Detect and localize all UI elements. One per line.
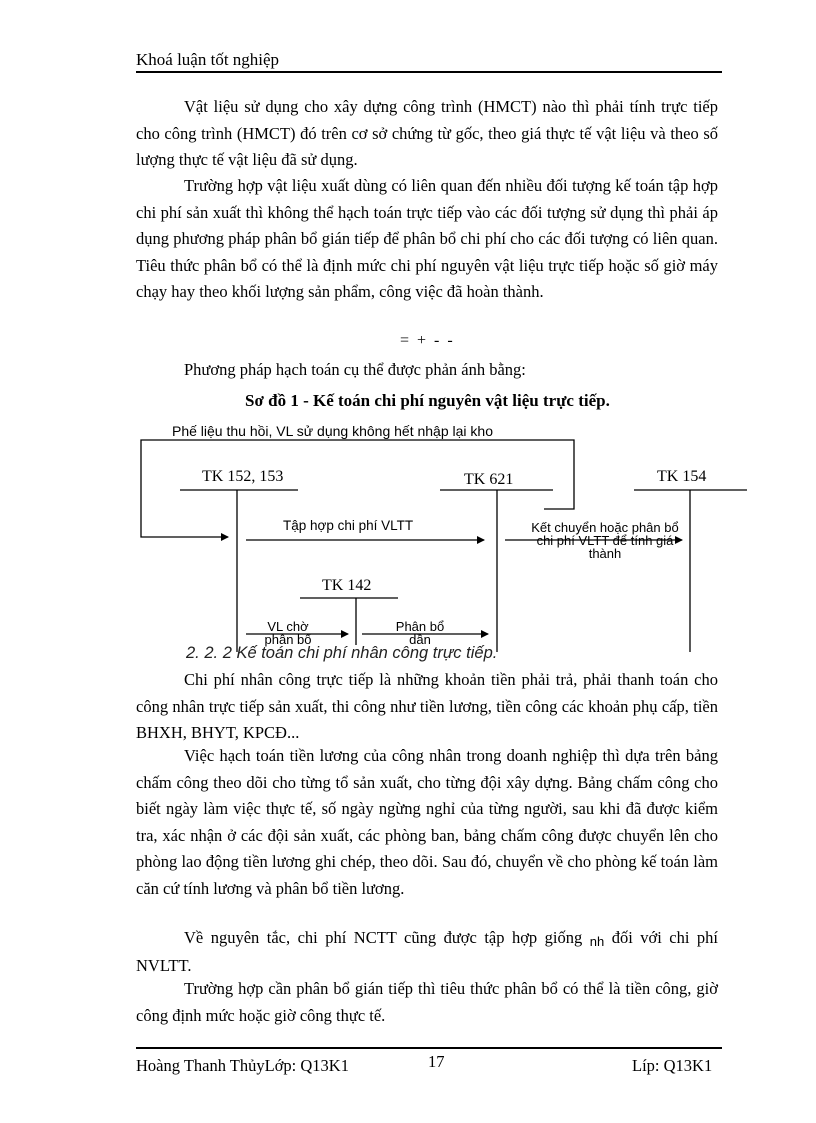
- vl-pending-line1: VL chờ: [267, 619, 309, 634]
- paragraph-6: Trường hợp cần phân bổ gián tiếp thì tiêu thức phân bổ có thể là tiền công, giờ công định mức hoặc giờ công thực tế.: [136, 979, 718, 1025]
- paragraph-4: Việc hạch toán tiền lương của công nhân trong doanh nghiệp thì dựa trên bảng chấm công theo dõi cho từng tổ sản xuất, cho từng đội xây dựng. Bảng chấm công cho biết ngày làm việc thực tế, số ngày ngừng nghỉ của từng người, sau khi đã được kiểm tra, xác nhận ở các đội sản xuất, các phòng ban, bảng chấm công được chuyển lên cho phòng lao động tiền lương ghi chép, theo dõi. Sau đó, chuyển về cho phòng kế toán làm căn cứ tính lương và phân bổ tiền lương.: [136, 746, 718, 898]
- transfer-label-line2: chi phí VLTT để tính giá: [536, 533, 674, 548]
- tk-154-label: TK 154: [657, 468, 707, 485]
- vl-pending-label: [248, 620, 328, 646]
- paragraph-2: Trường hợp vật liệu xuất dùng có liên quan đến nhiều đối tượng kế toán tập hợp chi phí sản xuất thì không thể hạch toán trực tiếp vào các đối tượng sử dụng thì phải áp dụng phương pháp phân bổ gián tiếp để phân bổ chi phí cho các đối tượng có liên quan. Tiêu thức phân bổ có thể là định mức chi phí nguyên vật liệu trực tiếp hoặc số giờ máy chạy hay theo khối lượng sản phẩm, công việc đã hoàn thành.: [136, 176, 718, 301]
- paragraph-5-nh: nh: [589, 934, 605, 949]
- tk-621-label: TK 621: [464, 471, 514, 488]
- diagram-title: Sơ đồ 1 - Kế toán chi phí nguyên vật liệu trực tiếp.: [245, 391, 610, 410]
- diagram-top-label: Phế liệu thu hồi, VL sử dụng không hết nhập lại kho: [172, 423, 493, 439]
- flow-vltt-label: Tập hợp chi phí VLTT: [283, 518, 414, 533]
- paragraph-5-start: Về nguyên tắc, chi phí NCTT cũng được tập hợp giống: [184, 928, 583, 947]
- section-heading: 2. 2. 2 Kế toán chi phí nhân công trực tiếp.: [186, 644, 498, 662]
- tk-152-label: TK 152, 153: [202, 468, 284, 485]
- paragraph-1: Vật liệu sử dụng cho xây dựng công trình (HMCT) nào thì phải tính trực tiếp cho công trình (HMCT) đó trên cơ sở chứng từ gốc, theo giá thực tế vật liệu và theo số lượng thực tế vật liệu đã sử dụng.: [136, 97, 718, 169]
- vl-pending-line2: phân bổ: [264, 632, 312, 647]
- transfer-label: [510, 521, 700, 560]
- allocate-line2: dần: [409, 632, 431, 647]
- formula: = + - -: [400, 332, 455, 349]
- paragraph-3: Chi phí nhân công trực tiếp là những khoản tiền phải trả, phải thanh toán cho công nhân trực tiếp sản xuất, thi công như tiền lương, tiền công các khoản phụ cấp, tiền BHXH, BHYT, KPCĐ...: [136, 670, 718, 742]
- allocate-label: [380, 620, 460, 646]
- header-title: Khoá luận tốt nghiệp: [136, 50, 280, 69]
- footer-author: Hoàng Thanh ThủyLớp: Q13K1: [136, 1056, 349, 1075]
- transfer-label-line1: Kết chuyển hoặc phân bổ: [531, 520, 679, 535]
- footer-class: Líp: Q13K1: [632, 1056, 713, 1075]
- transfer-label-line3: thành: [588, 546, 622, 561]
- allocate-line1: Phân bổ: [395, 619, 445, 634]
- footer-rule: [136, 1047, 722, 1049]
- tk-142-label: TK 142: [322, 577, 372, 594]
- page-number: 17: [428, 1052, 445, 1071]
- paragraph-5: [136, 925, 718, 979]
- method-text: Phương pháp hạch toán cụ thể được phản ánh bằng:: [184, 360, 526, 379]
- paragraph-5-end: đối với chi phí NVLTT.: [136, 928, 719, 975]
